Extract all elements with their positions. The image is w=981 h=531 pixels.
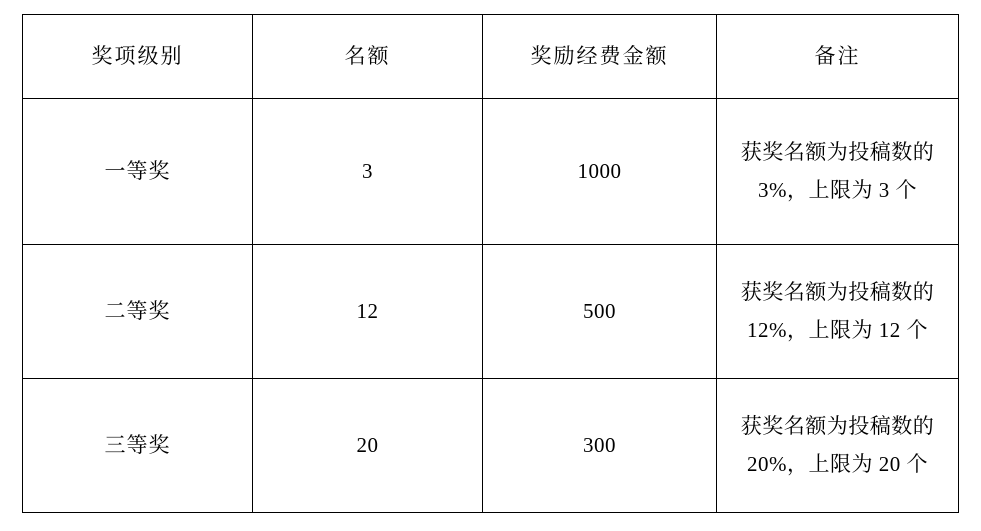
table-header [23,15,959,99]
column-header-quota [253,15,483,99]
cell-amount [483,245,717,379]
cell-quota [253,245,483,379]
cell-level [23,99,253,245]
column-header-note [717,15,959,99]
cell-note-value: 获奖名额为投稿数的 12%，上限为 12 个 [740,280,935,342]
cell-note [717,379,959,513]
column-header-level [23,15,253,99]
column-header-quota-label: 名额 [344,44,391,69]
cell-quota [253,379,483,513]
table-row [23,379,959,513]
cell-amount-value: 300 [583,433,616,458]
column-header-amount [483,15,717,99]
table-row [23,245,959,379]
column-header-note-label: 备注 [814,44,861,69]
cell-quota-value: 20 [356,433,379,458]
cell-note [717,99,959,245]
cell-amount-value: 500 [583,299,616,324]
cell-note-value: 获奖名额为投稿数的 3%，上限为 3 个 [740,140,935,202]
cell-amount-value: 1000 [577,159,622,184]
cell-level [23,245,253,379]
table-row [23,99,959,245]
cell-level-value: 三等奖 [104,433,171,458]
cell-amount [483,99,717,245]
award-table [22,14,959,513]
cell-note [717,245,959,379]
table-header-row [23,15,959,99]
cell-level-value: 一等奖 [104,159,171,184]
cell-note-value: 获奖名额为投稿数的 20%，上限为 20 个 [740,414,935,476]
cell-level [23,379,253,513]
cell-level-value: 二等奖 [104,299,171,324]
column-header-level-label: 奖项级别 [91,44,184,69]
cell-amount [483,379,717,513]
cell-quota-value: 3 [362,159,373,184]
column-header-amount-label: 奖励经费金额 [530,44,669,69]
cell-quota [253,99,483,245]
cell-quota-value: 12 [356,299,379,324]
table-body [23,99,959,513]
